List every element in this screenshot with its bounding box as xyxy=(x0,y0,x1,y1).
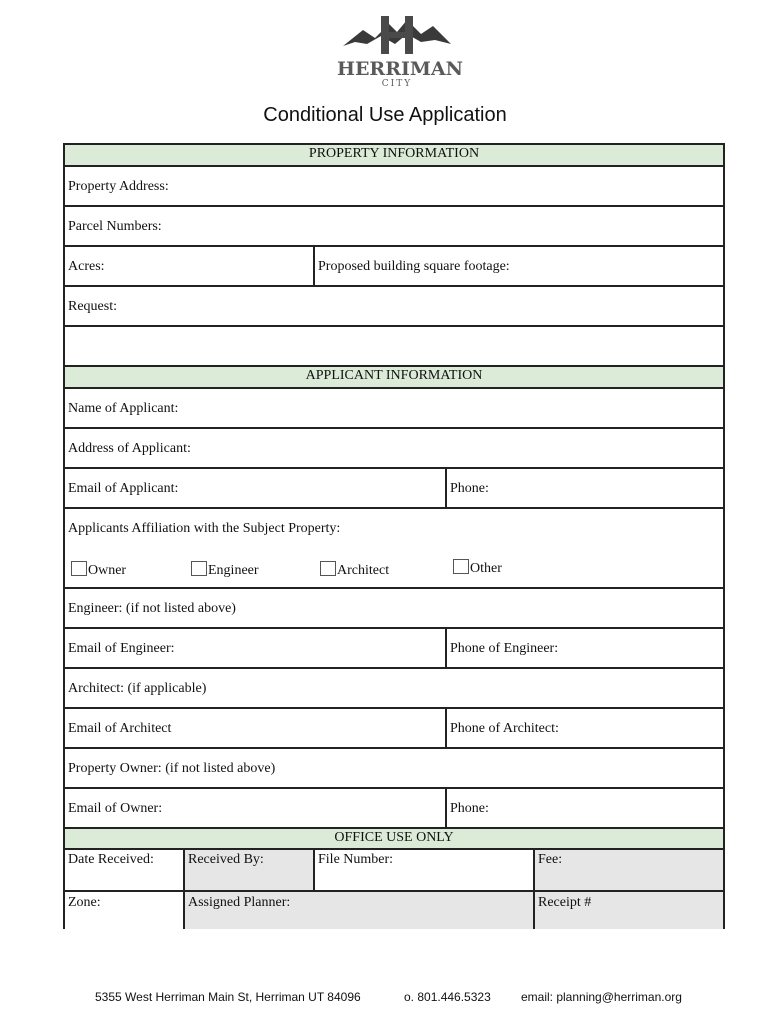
affiliation-label: Applicants Affiliation with the Subject Property: xyxy=(68,521,341,536)
applicant-name-row[interactable] xyxy=(65,389,723,429)
zone-field[interactable]: Zone: xyxy=(65,892,183,929)
sqft-field[interactable]: Proposed building square footage: xyxy=(313,247,723,285)
other-option[interactable] xyxy=(453,559,502,577)
parcel-numbers-field[interactable]: Parcel Numbers: xyxy=(68,219,162,234)
engineer-email-field[interactable]: Email of Engineer: xyxy=(68,641,175,656)
architect-option-label: Architect xyxy=(337,563,390,578)
architect-email-row xyxy=(65,709,723,749)
footer-address: 5355 West Herriman Main St, Herriman UT 84096 xyxy=(95,990,361,1004)
section-office-label: OFFICE USE ONLY xyxy=(334,830,454,845)
owner-field[interactable]: Property Owner: (if not listed above) xyxy=(68,761,276,776)
engineer-option[interactable] xyxy=(191,561,259,579)
applicant-email-row xyxy=(65,469,723,509)
engineer-option-label: Engineer xyxy=(208,563,259,578)
property-address-field[interactable]: Property Address: xyxy=(68,179,169,194)
request-row[interactable] xyxy=(65,287,723,327)
engineer-row[interactable] xyxy=(65,589,723,629)
receipt-field[interactable]: Receipt # xyxy=(533,892,723,929)
section-property-header xyxy=(65,145,723,167)
architect-field[interactable]: Architect: (if applicable) xyxy=(68,681,207,696)
footer-phone: o. 801.446.5323 xyxy=(404,990,491,1004)
footer-email[interactable]: email: planning@herriman.org xyxy=(521,990,682,1004)
engineer-checkbox[interactable] xyxy=(191,561,207,576)
owner-phone-field[interactable]: Phone: xyxy=(445,789,723,827)
architect-email-field[interactable]: Email of Architect xyxy=(68,721,172,736)
applicant-email-field[interactable]: Email of Applicant: xyxy=(68,481,179,496)
fee-field[interactable]: Fee: xyxy=(533,850,723,890)
logo-name: HERRIMAN xyxy=(337,58,464,80)
section-office-header xyxy=(65,829,723,850)
logo-city: CITY xyxy=(381,79,413,89)
section-applicant-header xyxy=(65,367,723,389)
applicant-address-row[interactable] xyxy=(65,429,723,469)
applicant-name-field[interactable]: Name of Applicant: xyxy=(68,401,179,416)
engineer-email-row xyxy=(65,629,723,669)
request-continuation-row[interactable] xyxy=(65,327,723,367)
other-option-label: Other xyxy=(470,561,502,576)
acres-row xyxy=(65,247,723,287)
request-field[interactable]: Request: xyxy=(68,299,117,314)
engineer-phone-field[interactable]: Phone of Engineer: xyxy=(445,629,723,667)
architect-phone-field[interactable]: Phone of Architect: xyxy=(445,709,723,747)
property-address-row[interactable] xyxy=(65,167,723,207)
engineer-field[interactable]: Engineer: (if not listed above) xyxy=(68,601,236,616)
section-property-label: PROPERTY INFORMATION xyxy=(308,146,480,161)
herriman-city-logo xyxy=(337,12,464,96)
owner-option[interactable] xyxy=(71,561,126,579)
mountain-h-icon xyxy=(337,12,457,62)
applicant-phone-field[interactable]: Phone: xyxy=(445,469,723,507)
acres-field[interactable]: Acres: xyxy=(68,259,105,274)
office-row-1 xyxy=(65,850,723,892)
architect-checkbox[interactable] xyxy=(320,561,336,576)
architect-row[interactable] xyxy=(65,669,723,709)
architect-option[interactable] xyxy=(320,561,389,579)
owner-email-field[interactable]: Email of Owner: xyxy=(68,801,163,816)
applicant-address-field[interactable]: Address of Applicant: xyxy=(68,441,191,456)
assigned-planner-field[interactable]: Assigned Planner: xyxy=(183,892,533,929)
request-continuation-field[interactable] xyxy=(65,327,723,365)
owner-option-label: Owner xyxy=(88,563,127,578)
owner-checkbox[interactable] xyxy=(71,561,87,576)
received-by-field[interactable]: Received By: xyxy=(183,850,313,890)
date-received-field[interactable]: Date Received: xyxy=(65,850,183,890)
page-title: Conditional Use Application xyxy=(263,104,507,126)
section-applicant-label: APPLICANT INFORMATION xyxy=(305,368,483,383)
affiliation-row xyxy=(65,509,723,589)
office-row-2 xyxy=(65,892,723,929)
other-checkbox[interactable] xyxy=(453,559,469,574)
file-number-field[interactable]: File Number: xyxy=(313,850,533,890)
owner-row[interactable] xyxy=(65,749,723,789)
owner-email-row xyxy=(65,789,723,829)
parcel-numbers-row[interactable] xyxy=(65,207,723,247)
application-form xyxy=(63,143,725,929)
